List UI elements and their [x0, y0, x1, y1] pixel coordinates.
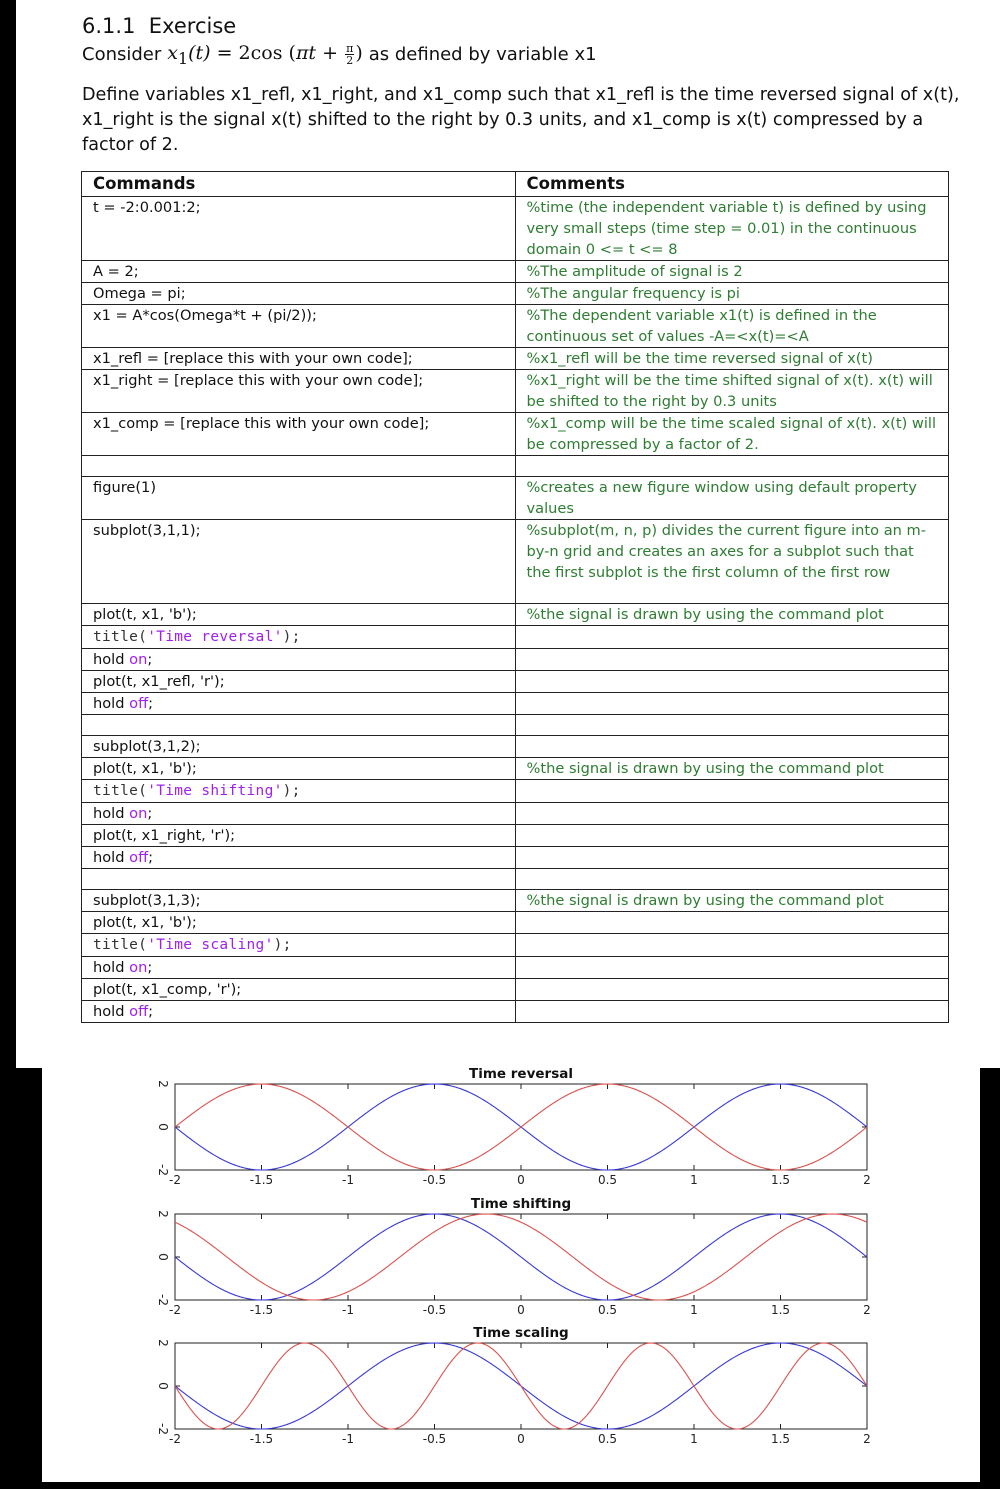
table-row — [82, 626, 949, 649]
table-row — [82, 348, 949, 370]
title-command: title('Time scaling'); — [93, 937, 292, 953]
table-row — [82, 370, 949, 413]
x-tick-label: 0 — [517, 1173, 525, 1187]
table-row — [82, 957, 949, 979]
table-row — [82, 934, 949, 957]
x-tick-label: 0 — [517, 1303, 525, 1317]
command-text: plot(t, x1, 'b'); — [93, 760, 197, 777]
series-line-x1 — [175, 1214, 867, 1300]
table-row — [82, 803, 949, 825]
x-tick-label: -0.5 — [422, 1432, 447, 1446]
x-tick-label: 0 — [517, 1432, 525, 1446]
command-cell — [82, 957, 516, 979]
x-tick-label: 1 — [690, 1303, 698, 1317]
command-cell — [82, 348, 516, 370]
table-row — [82, 261, 949, 283]
table-row — [82, 197, 949, 261]
comment-text: %The angular frequency is pi — [526, 285, 740, 302]
command-text: subplot(3,1,1); — [93, 522, 201, 539]
command-cell — [82, 715, 516, 736]
y-tick-label: 2 — [156, 1339, 170, 1347]
command-text: x1_right = [replace this with your own code]; — [93, 372, 424, 389]
x-tick-label: 2 — [863, 1303, 871, 1317]
table-row — [82, 649, 949, 671]
comment-cell — [515, 912, 949, 934]
command-cell — [82, 1001, 516, 1023]
x-tick-label: 1.5 — [770, 1432, 791, 1446]
comment-cell — [515, 649, 949, 671]
comment-cell — [515, 348, 949, 370]
chart-title: Time shifting — [470, 1196, 572, 1212]
comment-cell — [515, 413, 949, 456]
command-cell — [82, 197, 516, 261]
command-cell — [82, 825, 516, 847]
table-row — [82, 890, 949, 912]
document-page — [16, 0, 1000, 1068]
table-row — [82, 780, 949, 803]
table-row — [82, 912, 949, 934]
comment-cell — [515, 1001, 949, 1023]
comment-cell — [515, 671, 949, 693]
comment-cell — [515, 758, 949, 780]
table-row — [82, 979, 949, 1001]
command-cell — [82, 934, 516, 957]
command-cell — [82, 847, 516, 869]
command-cell — [82, 758, 516, 780]
table-header-row — [82, 172, 949, 197]
command-text: t = -2:0.001:2; — [93, 199, 201, 216]
command-text: plot(t, x1_comp, 'r'); — [93, 981, 242, 998]
command-text: plot(t, x1_right, 'r'); — [93, 827, 236, 844]
x-tick-label: 1 — [690, 1432, 698, 1446]
comment-cell — [515, 456, 949, 477]
command-cell — [82, 283, 516, 305]
hold-command: hold off; — [93, 1003, 154, 1020]
command-cell — [82, 604, 516, 626]
table-row — [82, 715, 949, 736]
hold-command: hold on; — [93, 805, 153, 822]
table-row — [82, 413, 949, 456]
x-tick-label: -1 — [342, 1303, 354, 1317]
command-text: x1_comp = [replace this with your own code]; — [93, 415, 430, 432]
comment-cell — [515, 934, 949, 957]
command-cell — [82, 869, 516, 890]
commands-table — [81, 171, 949, 1023]
comment-cell — [515, 626, 949, 649]
command-text: x1_refl = [replace this with your own code]; — [93, 350, 413, 367]
comment-text: %time (the independent variable t) is defined by using very small steps (time step = 0.01) in the continuous domain 0 <= t <= 8 — [526, 199, 927, 258]
y-tick-label: -2 — [156, 1294, 170, 1306]
title-command: title('Time shifting'); — [93, 783, 301, 799]
series-line-x1_refl — [175, 1084, 867, 1170]
comment-cell — [515, 825, 949, 847]
command-cell — [82, 736, 516, 758]
comment-cell — [515, 803, 949, 825]
command-text: subplot(3,1,3); — [93, 892, 201, 909]
command-text: figure(1) — [93, 479, 157, 496]
chart-title: Time reversal — [469, 1068, 573, 1082]
comment-text: %The dependent variable x1(t) is defined in the continuous set of values -A=<x(t)=<A — [526, 307, 877, 345]
equation: $x_1(t) = 2\cos$ (πt + $\frac{\pi}{2}$ ) — [167, 41, 363, 68]
comment-text: %subplot(m, n, p) divides the current figure into an m-by-n grid and creates an axes for a subplot such that the first subplot is the first column of the first row — [526, 522, 927, 581]
x-tick-label: -1.5 — [249, 1303, 274, 1317]
section-heading — [82, 14, 236, 38]
command-cell — [82, 912, 516, 934]
comment-cell — [515, 370, 949, 413]
y-tick-label: 0 — [156, 1382, 170, 1390]
table-row — [82, 671, 949, 693]
command-text: plot(t, x1, 'b'); — [93, 606, 197, 623]
consider-suffix: as defined by variable x1 — [368, 44, 597, 66]
x-tick-label: 1 — [690, 1173, 698, 1187]
x-tick-label: -1.5 — [249, 1432, 274, 1446]
comment-text: %x1_comp will be the time scaled signal of x(t). x(t) will be compressed by a factor of 2. — [526, 415, 937, 453]
table-row — [82, 847, 949, 869]
x-tick-label: -1 — [342, 1432, 354, 1446]
x-tick-label: 0.5 — [597, 1432, 618, 1446]
commands-header: Commands — [82, 172, 516, 197]
y-tick-label: 2 — [156, 1210, 170, 1218]
hold-command: hold on; — [93, 959, 153, 976]
comment-text: %the signal is drawn by using the command plot — [526, 760, 884, 777]
section-title: Exercise — [148, 14, 237, 38]
y-tick-label: 0 — [156, 1123, 170, 1131]
x-tick-label: 0.5 — [597, 1173, 618, 1187]
comment-text: %x1_right will be the time shifted signal of x(t). x(t) will be shifted to the right by 0.3 units — [526, 372, 933, 410]
command-text: subplot(3,1,2); — [93, 738, 201, 755]
command-cell — [82, 477, 516, 520]
comment-cell — [515, 693, 949, 715]
comment-cell — [515, 979, 949, 1001]
table-row — [82, 456, 949, 477]
comment-text: %creates a new figure window using default property values — [526, 479, 917, 517]
x-tick-label: 1.5 — [770, 1173, 791, 1187]
x-tick-label: -0.5 — [422, 1303, 447, 1317]
command-text: x1 = A*cos(Omega*t + (pi/2)); — [93, 307, 317, 324]
y-tick-label: 2 — [156, 1080, 170, 1088]
x-tick-label: -2 — [169, 1173, 181, 1187]
define-paragraph: Define variables x1_refl, x1_right, and x1_comp such that x1_refl is the time reversed signal of x(t), x1_right is the signal x(t) shifted to the right by 0.3 units, and x1_comp is x(t) compressed by a factor of 2. — [82, 85, 960, 155]
comment-cell — [515, 520, 949, 604]
comment-cell — [515, 869, 949, 890]
comment-cell — [515, 261, 949, 283]
y-tick-label: -2 — [156, 1164, 170, 1176]
command-text: plot(t, x1_refl, 'r'); — [93, 673, 225, 690]
comment-cell — [515, 197, 949, 261]
comment-cell — [515, 890, 949, 912]
table-row — [82, 736, 949, 758]
comment-cell — [515, 847, 949, 869]
comments-header: Comments — [515, 172, 949, 197]
command-cell — [82, 649, 516, 671]
x-tick-label: 0.5 — [597, 1303, 618, 1317]
table-row — [82, 283, 949, 305]
table-row — [82, 520, 949, 604]
table-row — [82, 825, 949, 847]
y-tick-label: -2 — [156, 1423, 170, 1435]
comment-cell — [515, 957, 949, 979]
table-row — [82, 604, 949, 626]
x-tick-label: -2 — [169, 1303, 181, 1317]
matlab-figure — [42, 1068, 980, 1482]
hold-command: hold on; — [93, 651, 153, 668]
command-cell — [82, 890, 516, 912]
x-tick-label: -1 — [342, 1173, 354, 1187]
table-row — [82, 869, 949, 890]
comment-cell — [515, 477, 949, 520]
consider-prefix: Consider — [82, 44, 162, 66]
x-tick-label: 1.5 — [770, 1303, 791, 1317]
comment-text: %x1_refl will be the time reversed signal of x(t) — [526, 350, 873, 367]
title-command: title('Time reversal'); — [93, 629, 301, 645]
figure-canvas — [42, 1068, 980, 1482]
comment-cell — [515, 715, 949, 736]
table-row — [82, 693, 949, 715]
command-cell — [82, 261, 516, 283]
comment-cell — [515, 283, 949, 305]
command-text: A = 2; — [93, 263, 139, 280]
comment-cell — [515, 736, 949, 758]
command-cell — [82, 780, 516, 803]
command-cell — [82, 520, 516, 604]
x-tick-label: 2 — [863, 1432, 871, 1446]
command-cell — [82, 305, 516, 348]
command-cell — [82, 803, 516, 825]
table-body — [82, 197, 949, 1023]
y-tick-label: 0 — [156, 1253, 170, 1261]
command-cell — [82, 979, 516, 1001]
comment-text: %The amplitude of signal is 2 — [526, 263, 743, 280]
comment-cell — [515, 780, 949, 803]
comment-text: %the signal is drawn by using the command plot — [526, 606, 884, 623]
x-tick-label: -1.5 — [249, 1173, 274, 1187]
section-number: 6.1.1 — [82, 14, 136, 38]
x-tick-label: -0.5 — [422, 1173, 447, 1187]
command-cell — [82, 671, 516, 693]
x-tick-label: 2 — [863, 1173, 871, 1187]
x-tick-label: -2 — [169, 1432, 181, 1446]
command-cell — [82, 413, 516, 456]
table-row — [82, 305, 949, 348]
command-text: plot(t, x1, 'b'); — [93, 914, 197, 931]
command-cell — [82, 693, 516, 715]
series-line-x1_comp — [175, 1343, 867, 1429]
consider-line — [82, 42, 597, 68]
hold-command: hold off; — [93, 849, 154, 866]
command-text: Omega = pi; — [93, 285, 186, 302]
comment-cell — [515, 305, 949, 348]
hold-command: hold off; — [93, 695, 154, 712]
table-row — [82, 758, 949, 780]
table-row — [82, 1001, 949, 1023]
command-cell — [82, 370, 516, 413]
chart-title: Time scaling — [473, 1325, 569, 1341]
comment-text: %the signal is drawn by using the command plot — [526, 892, 884, 909]
table-row — [82, 477, 949, 520]
comment-cell — [515, 604, 949, 626]
command-cell — [82, 626, 516, 649]
command-cell — [82, 456, 516, 477]
